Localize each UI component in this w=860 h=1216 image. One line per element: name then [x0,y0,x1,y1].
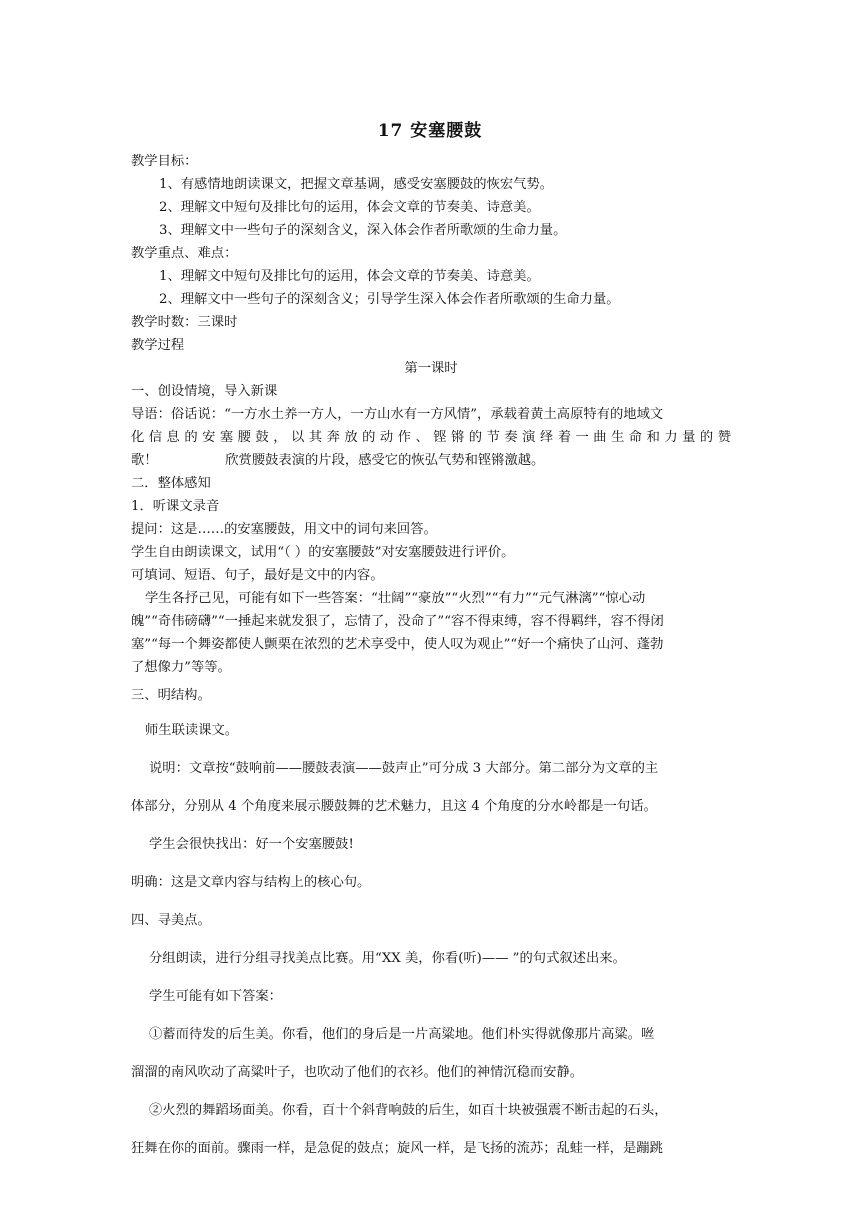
section-heading: 教学目标： [131,154,198,169]
paragraph-line: 可填词、短语、句子，最好是文中的内容。 [131,568,384,583]
paragraph-line: 魄”“奇伟磅礴”“一捶起来就发狠了，忘情了，没命了”“容不得束缚，容不得羁绊，容不得闭 [131,614,664,629]
section-heading: 教学时数：三课时 [131,315,238,330]
paragraph-line: 学生各抒己见，可能有如下一些答案：“壮阔”“豪放”“火烈”“有力”“元气淋漓”“惊心动 [145,591,646,606]
paragraph-line: 了想像力”等等。 [131,660,231,675]
document-title: 17 安塞腰鼓 [377,121,483,141]
list-item: 2、理解文中一些句子的深刻含义；引导学生深入体会作者所歌颂的生命力量。 [159,292,620,307]
section-heading: 一、创设情境，导入新课 [131,384,278,399]
paragraph-line: 明确：这是文章内容与结构上的核心句。 [131,875,371,890]
document-body [131,150,731,1168]
paragraph-line: 塞”“每一个舞姿都使人颤栗在浓烈的艺术享受中，使人叹为观止”“好一个痛快了山河、蓬勃 [131,637,664,652]
section-heading: 教学重点、难点： [131,246,238,261]
subsection-heading: 1．听课文录音 [131,499,220,514]
paragraph-line: ①蓄而待发的后生美。你看，他们的身后是一片高粱地。他们朴实得就像那片高粱。咝 [149,1027,655,1042]
list-item: 1、有感情地朗读课文，把握文章基调，感受安塞腰鼓的恢宏气势。 [159,177,554,192]
paragraph-line: 学生可能有如下答案： [149,989,282,1004]
paragraph-line: 狂舞在你的面前。骤雨一样，是急促的鼓点；旋风一样，是飞扬的流苏；乱蛙一样，是蹦跳 [131,1141,663,1156]
paragraph-line: 歌！ 欣赏腰鼓表演的片段，感受它的恢弘气势和铿锵激越。 [131,453,545,468]
list-item: 1、理解文中短句及排比句的运用，体会文章的节奏美、诗意美。 [159,269,540,284]
section-heading: 三、明结构。 [131,688,211,703]
section-heading: 二．整体感知 [131,476,211,491]
paragraph-line: 分组朗读，进行分组寻找美点比赛。用“XX 美，你看(听)—— ”的句式叙述出来。 [149,951,626,966]
paragraph-line: 化信息的安塞腰鼓，以其奔放的动作、铿锵的节奏演绎着一曲生命和力量的赞 [131,430,731,445]
paragraph-line: 体部分，分别从 4 个角度来展示腰鼓舞的艺术魅力，且这 4 个角度的分水岭都是一句话。 [131,799,657,814]
list-item: 2、理解文中短句及排比句的运用，体会文章的节奏美、诗意美。 [159,200,540,215]
paragraph-line: 导语：俗话说：“一方水土养一方人，一方山水有一方风情”，承载着黄土高原特有的地域文 [131,407,664,422]
section-heading: 四、寻美点。 [131,913,211,928]
paragraph-line: 学生自由朗读课文，试用“（ ）的安塞腰鼓”对安塞腰鼓进行评价。 [131,545,515,560]
section-heading: 教学过程 [131,338,185,353]
paragraph-line: ②火烈的舞蹈场面美。你看，百十个斜背响鼓的后生，如百十块被强震不断击起的石头， [149,1103,668,1118]
paragraph-line: 说明：文章按“鼓响前——腰鼓表演——鼓声止”可分成 3 大部分。第二部分为文章的主 [149,761,659,776]
paragraph-line: 师生联读课文。 [145,723,239,738]
list-item: 3、理解文中一些句子的深刻含义，深入体会作者所歌颂的生命力量。 [159,223,567,238]
paragraph-line: 溜溜的南风吹动了高粱叶子，也吹动了他们的衣衫。他们的神情沉稳而安静。 [131,1065,584,1080]
lesson-heading: 第一课时 [404,361,458,376]
paragraph-line: 提问：这是……的安塞腰鼓，用文中的词句来回答。 [131,522,437,537]
paragraph-line: 学生会很快找出：好一个安塞腰鼓! [149,837,354,852]
